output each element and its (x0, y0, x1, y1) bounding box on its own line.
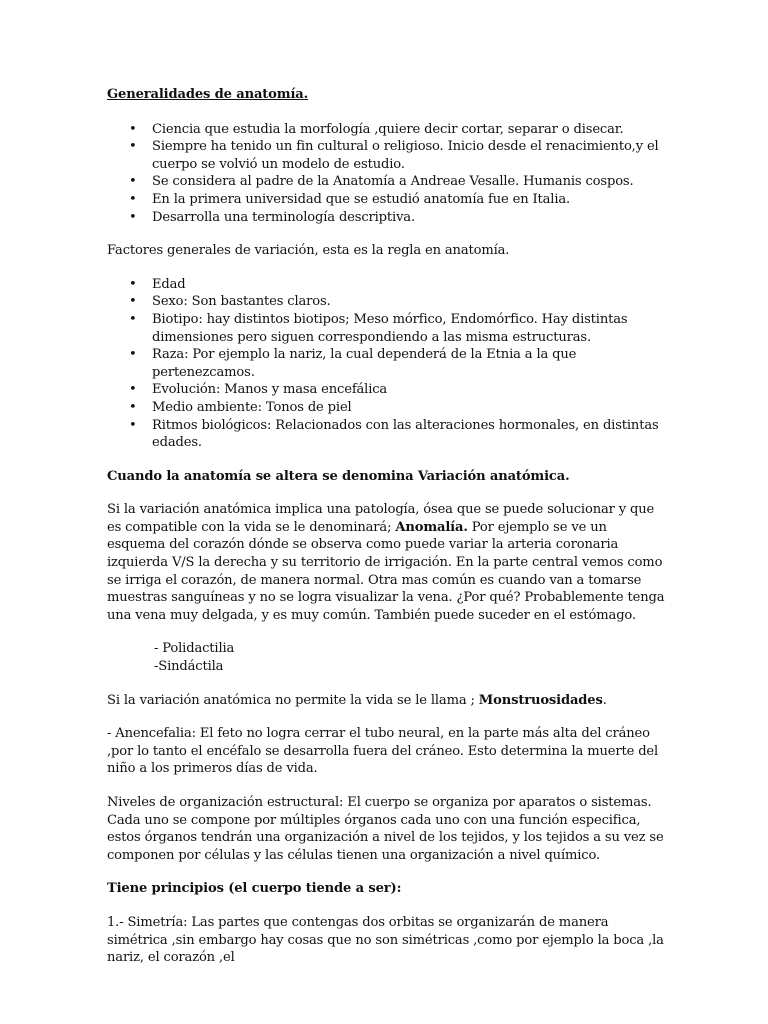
paragraph-text: Si la variación anatómica no permite la vida se le llama ; (107, 692, 475, 708)
list-item (107, 209, 667, 227)
bullet-icon: • (129, 276, 137, 292)
intro-list (107, 121, 667, 227)
list-item-text: Medio ambiente: Tonos de piel (152, 399, 352, 415)
list-item-text: Se considera al padre de la Anatomía a Andreae Vesalle. Humanis cospos. (152, 174, 634, 190)
bullet-icon: • (129, 191, 137, 207)
bullet-icon: • (129, 139, 137, 155)
sub-item: -Sindáctila (154, 659, 224, 675)
paragraph-niveles: Niveles de organización estructural: El cuerpo se organiza por aparatos o sistemas. Cada uno se compone por múltiples órganos cada uno con una función especifica, estos órganos tendrán una organización a nivel de los tejidos, y los tejidos a su vez se componen por células y las células tienen una organización a nivel químico. (107, 795, 664, 863)
list-item-text: Edad (152, 276, 186, 292)
monstruosidades-term: Monstruosidades (478, 692, 603, 708)
paragraph-monstruosidades (107, 692, 667, 710)
paragraph-anomalia (107, 501, 667, 624)
document-page (107, 86, 667, 967)
paragraph-text: Por ejemplo se ve un esquema del corazón dónde se observa como puede variar la arteria coronaria izquierda V/S la derecha y su territorio de irrigación. En la parte central vemos como se irriga el corazón, de manera normal. Otra mas común es cuando van a tomarse muestras sanguíneas y no se logra visualizar la vena. ¿Por qué? Probablemente tenga una vena muy delgada, y es muy común. También puede suceder en el estómago. (107, 519, 665, 623)
bullet-icon: • (129, 399, 137, 415)
factores-list (107, 276, 667, 452)
list-item (107, 399, 667, 417)
list-item-text: Biotipo: hay distintos biotipos; Meso mórfico, Endomórfico. Hay distintas dimensiones pero siguen correspondiendo a las misma estructuras. (152, 311, 628, 345)
list-item (107, 191, 667, 209)
heading-variacion: Cuando la anatomía se altera se denomina Variación anatómica. (107, 468, 570, 484)
bullet-icon: • (129, 417, 137, 433)
paragraph-simetria: 1.- Simetría: Las partes que contengas dos orbitas se organizarán de manera simétrica ,sin embargo hay cosas que no son simétricas ,como por ejemplo la boca ,la nariz, el corazón ,el (107, 914, 664, 966)
bullet-icon: • (129, 382, 137, 398)
list-item (107, 311, 667, 346)
bullet-icon: • (129, 174, 137, 190)
list-item-text: Siempre ha tenido un fin cultural o religioso. Inicio desde el renacimiento,y el cuerpo se volvió un modelo de estudio. (152, 139, 659, 172)
paragraph-anencefalia: - Anencefalia: El feto no logra cerrar el tubo neural, en la parte más alta del cráneo ,por lo tanto el encéfalo se desarrolla fuera del cráneo. Esto determina la muerte del niño a los primeros días de vida. (107, 726, 659, 777)
anomalia-term: Anomalía. (395, 519, 468, 535)
list-item (107, 173, 667, 191)
paragraph-text: Si la variación anatómica implica una patología, ósea que se puede solucionar y que es compatible con la vida se le denominará; (107, 502, 655, 535)
list-item-text: Ritmos biológicos: Relacionados con las alteraciones hormonales, en distintas edades. (152, 417, 659, 451)
list-item-text: Desarrolla una terminología descriptiva. (152, 209, 415, 225)
bullet-icon: • (129, 347, 137, 363)
document-title: Generalidades de anatomía. (107, 87, 309, 102)
list-item-text: Sexo: Son bastantes claros. (152, 294, 331, 310)
list-item (107, 293, 667, 311)
list-item (107, 346, 667, 381)
list-item-text: Ciencia que estudia la morfología ,quiere decir cortar, separar o disecar. (152, 121, 624, 137)
list-item-text: En la primera universidad que se estudió anatomía fue en Italia. (152, 191, 571, 207)
bullet-icon: • (129, 121, 137, 137)
list-item-text: Evolución: Manos y masa encefálica (152, 382, 388, 398)
heading-principios: Tiene principios (el cuerpo tiende a ser): (107, 881, 402, 897)
list-item (107, 276, 667, 294)
paragraph-punctuation: . (602, 692, 607, 708)
list-item (107, 417, 667, 452)
bullet-icon: • (129, 294, 137, 310)
list-item-text: Raza: Por ejemplo la nariz, la cual dependerá de la Etnia a la que pertenezcamos. (152, 347, 577, 380)
list-item (107, 381, 667, 399)
malformation-list (107, 640, 667, 675)
list-item (107, 138, 667, 173)
list-item (107, 121, 667, 139)
sub-item: - Polidactilia (154, 641, 235, 657)
bullet-icon: • (129, 209, 137, 225)
factores-intro: Factores generales de variación, esta es la regla en anatomía. (107, 243, 510, 259)
bullet-icon: • (129, 311, 137, 327)
